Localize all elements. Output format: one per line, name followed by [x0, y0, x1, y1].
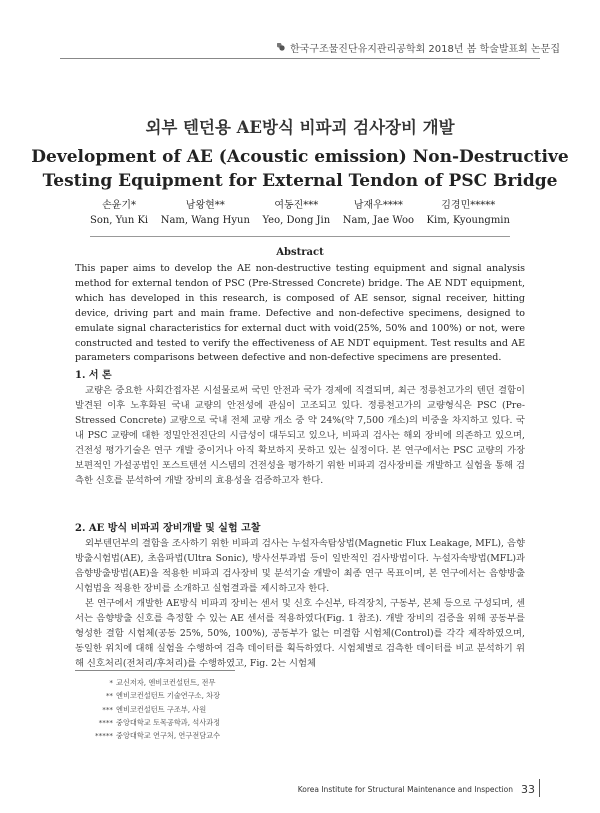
- author-name-korean: 남재우****: [353, 200, 403, 211]
- footnote-mark: *****: [95, 731, 113, 741]
- footnote-text: 엔비코컨설턴트 구조부, 사원: [116, 704, 207, 714]
- abstract-heading: Abstract: [276, 247, 324, 258]
- header-divider: [60, 58, 540, 59]
- footnote: [75, 729, 335, 742]
- author-name-english: Son, Yun Ki: [90, 215, 149, 226]
- footnotes: [75, 676, 335, 742]
- author: [90, 198, 148, 228]
- footnote-mark: **: [105, 691, 113, 701]
- author-name-english: Nam, Wang Hyun: [160, 215, 250, 226]
- section-1-heading: 1. 서 론: [75, 370, 112, 381]
- section-2-heading: 2. AE 방식 비파괴 장비개발 및 실험 고찰: [75, 523, 261, 534]
- author: [262, 198, 330, 228]
- footer-institute: Korea Institute for Structural Maintenance and Inspection: [297, 785, 513, 794]
- section-2-paragraph-1: 외부텐던부의 결함을 조사하기 위한 비파괴 검사는 누설자속탐상법(Magnetic Flux Leakage, MFL), 음향방출시험법(AE), 초음파법(Ultra Sonic), 방사선투과법 등이 일반적인 검사방법이다. 누설자속방법(MFL)과 음향방출방법(AE)을 적용한 비파괴 검사장비 및 분석기술 개발이 최종 연구 목표이며, 본 연구에서는 음향방출시험법을 적용한 장비를 소개하고 실험결과를 제시하고자 한다.: [75, 538, 525, 595]
- author: [427, 198, 510, 228]
- footnote: [75, 676, 335, 689]
- author-name-english: Nam, Jae Woo: [342, 215, 414, 226]
- author-name-korean: 김경민*****: [441, 200, 496, 211]
- author-list: [90, 198, 510, 228]
- author-name-korean: 여동진***: [274, 200, 319, 211]
- footnote-text: 중앙대학교 연구처, 연구전담교수: [116, 731, 221, 741]
- footnote: [75, 703, 335, 716]
- footnote: [75, 716, 335, 729]
- journal-name: 한국구조물진단유지관리공학회 2018년 봄 학술발표회 논문집: [289, 44, 560, 55]
- section-1-body: 교량은 중요한 사회간접자본 시설물로써 국민 안전과 국가 경제에 직결되며, 최근 정릉천고가의 텐던 결함이 발견된 이후 노후화된 국내 교량의 안전성에 관심이 고조되고 있다. 정릉천고가의 교량형식은 PSC (Pre-Stressed Concrete) 교량으로 국내 전체 교량 개소 중 약 24%(약 7,500 개소)의 비중을 차지하고 있다. 국내 PSC 교량에 대한 정밀안전진단의 시급성이 대두되고 있으나, 비파괴 검사는 해외 장비에 의존하고 있으며, 건전성 평가기술은 연구 개발 중이거나 아직 확보하지 못하고 있는 실정이다. 본 연구에서는 PSC 교량의 가장 보편적인 가설공법인 포스트텐션 시스템의 건전성을 평가하기 위한 비파괴 검사장비를 개발하고 실험을 통해 검측한 신호를 분석하여 개발 장비의 효용성을 검증하고자 한다.: [75, 385, 525, 487]
- author-name-korean: 손윤기*: [102, 200, 137, 211]
- author-name-english: Yeo, Dong Jin: [262, 215, 331, 226]
- title-english-line2: Testing Equipment for External Tendon of PSC Bridge: [42, 171, 558, 191]
- abstract-text: This paper aims to develop the AE non-destructive testing equipment and signal analysis method for external tendon of PSC (Pre-Stressed Concrete) bridge. The AE NDT equipment, which has developed in this research, is composed of AE sensor, signal receiver, hitting device, driving part and main frame. Defective and non-defective specimens, designed to emulate signal characteristics for external duct with void(25%, 50% and 100%) or not, were constructed and tested to verify the effectiveness of AE NDT equipment. Test results and AE parameters comparisons between defective and non-defective specimens are presented.: [75, 263, 525, 364]
- section-2-paragraph-2: 본 연구에서 개발한 AE방식 비파괴 장비는 센서 및 신호 수신부, 타격장치, 구동부, 본체 등으로 구성되며, 센서는 음향방출 신호를 측정할 수 있는 AE 센서를 적용하였다(Fig. 1 참조). 개발 장비의 검증을 위해 공동부를 형성한 결함 시험체(공동 25%, 50%, 100%), 공동부가 없는 미결함 시험체(Control)를 각각 제작하였으며, 동일한 위치에 대해 실험을 수행하여 검측 데이터를 획득하였다. 시험체별로 검측한 데이터를 비교 분석하기 위해 신호처리(전처리/후처리)를 수행하였고, Fig. 2는 시험체: [75, 598, 525, 670]
- author-divider: [90, 236, 510, 237]
- footnote: [75, 689, 335, 702]
- title-korean: 외부 텐던용 AE방식 비파괴 검사장비 개발: [145, 118, 455, 137]
- footnote-text: 교신저자, 엔비코컨설턴트, 전무: [116, 678, 216, 687]
- footnote-divider: [75, 670, 235, 671]
- journal-logo-icon: [277, 43, 287, 53]
- author-name-korean: 남왕현**: [185, 200, 225, 211]
- footnote-text: 엔비코컨설턴트 기술연구소, 차장: [116, 691, 221, 701]
- footnote-mark: *: [109, 678, 113, 687]
- journal-header: [277, 40, 560, 55]
- footnote-mark: ****: [98, 717, 113, 727]
- author-name-english: Kim, Kyoungmin: [426, 215, 510, 226]
- title-english: [0, 145, 600, 193]
- title-english-line1: Development of AE (Acoustic emission) Non-Destructive: [31, 147, 569, 167]
- footer-divider: [539, 779, 540, 797]
- author: [161, 198, 250, 228]
- page-number: 33: [521, 783, 535, 796]
- footnote-text: 중앙대학교 토목공학과, 석사과정: [116, 717, 221, 727]
- footnote-mark: ***: [102, 704, 113, 714]
- page-footer: [298, 783, 535, 796]
- author: [343, 198, 414, 228]
